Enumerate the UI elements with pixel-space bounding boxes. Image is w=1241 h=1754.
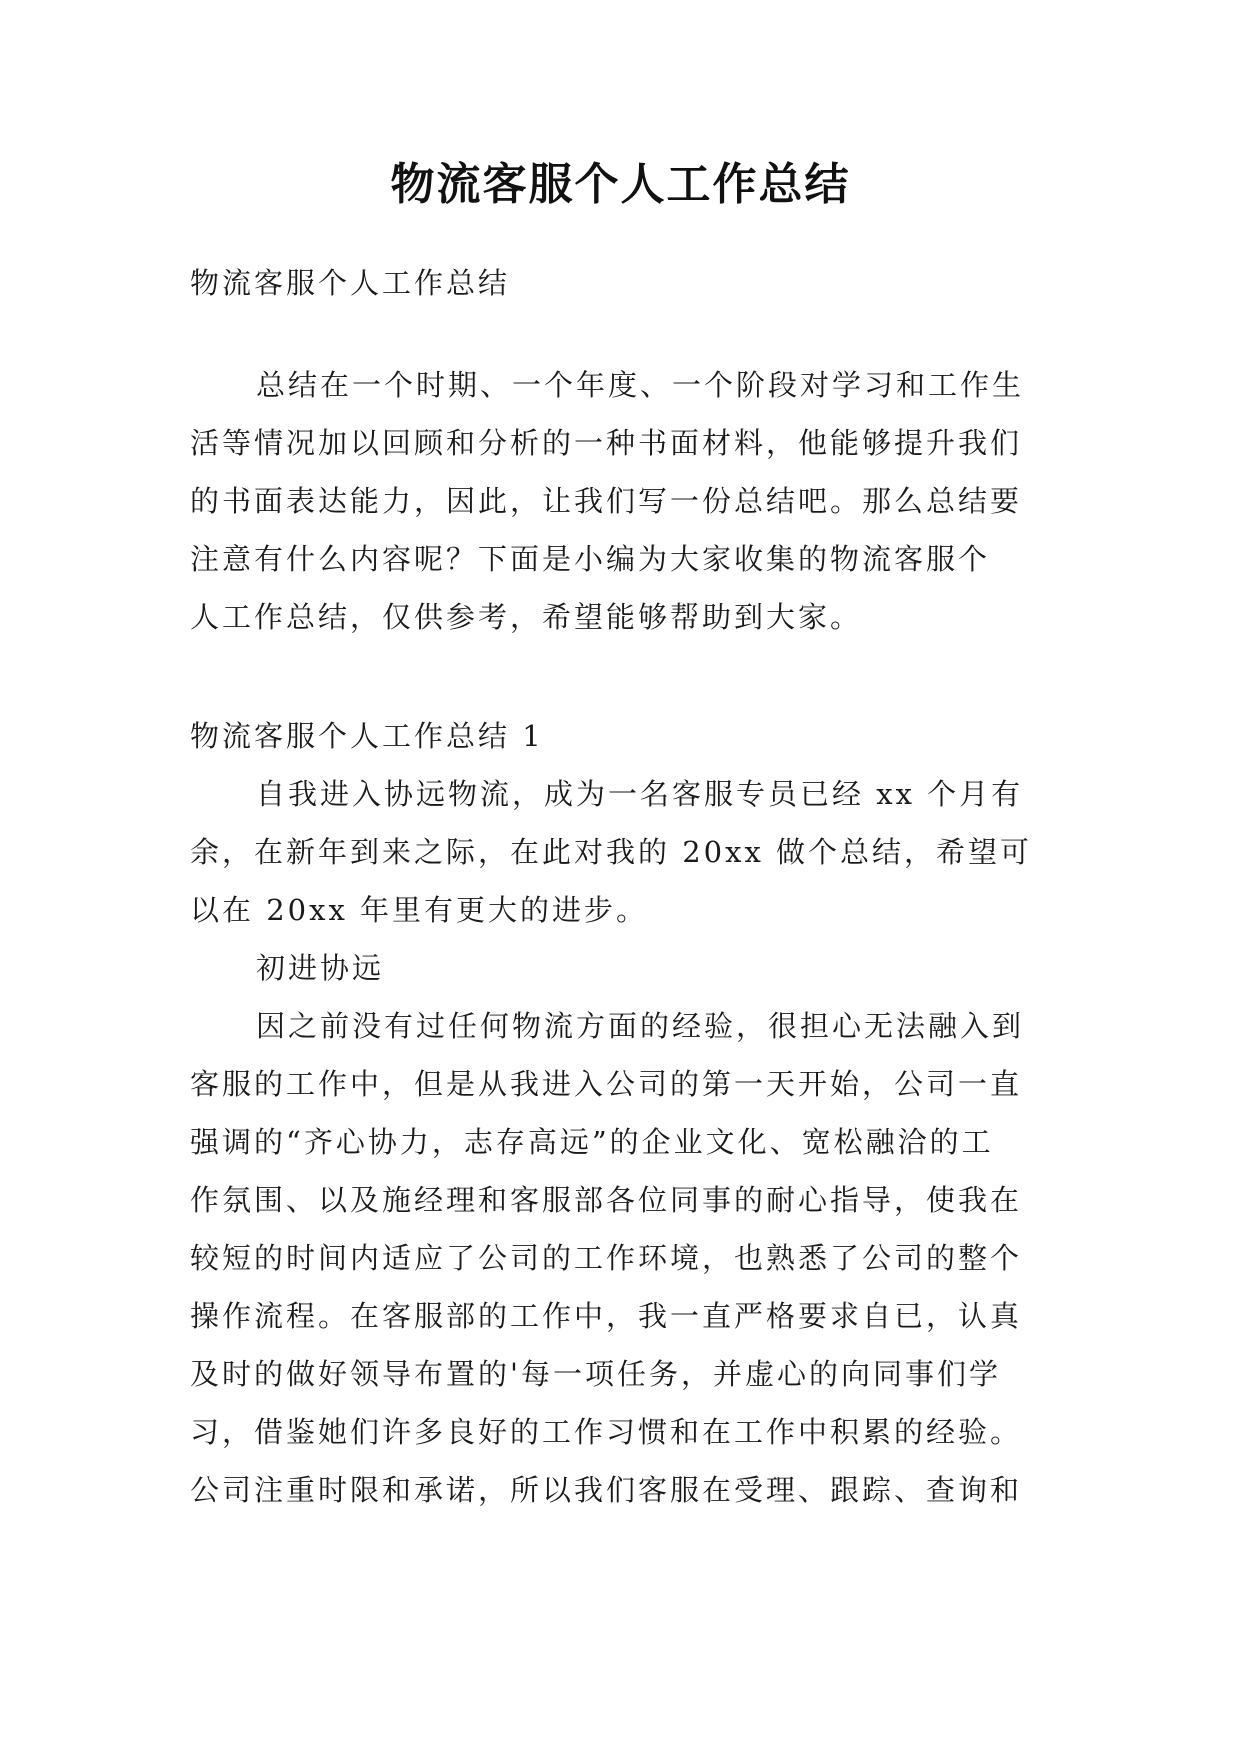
- paragraph-line: 人工作总结，仅供参考，希望能够帮助到大家。: [190, 600, 863, 634]
- subtitle-text: 物流客服个人工作总结: [190, 266, 511, 300]
- paragraph-line: 的书面表达能力，因此，让我们写一份总结吧。那么总结要: [190, 484, 1023, 518]
- subheading-text: 初进协远: [256, 951, 385, 985]
- paragraph-line: 注意有什么内容呢？下面是小编为大家收集的物流客服个: [190, 542, 991, 576]
- paragraph-line: 余，在新年到来之际，在此对我的 20xx 做个总结，希望可: [190, 835, 1033, 869]
- section-heading-text: 物流客服个人工作总结 1: [190, 719, 544, 753]
- paragraph-line: 作氛围、以及施经理和客服部各位同事的耐心指导，使我在: [190, 1183, 1023, 1217]
- paragraph-line: 较短的时间内适应了公司的工作环境，也熟悉了公司的整个: [190, 1241, 1023, 1275]
- subheading: [190, 939, 1060, 997]
- section-heading: [190, 707, 1060, 765]
- paragraph-line: 因之前没有过任何物流方面的经验，很担心无法融入到: [256, 1009, 1025, 1043]
- paragraph-line: 及时的做好领导布置的'每一项任务，并虚心的向同事们学: [190, 1357, 1001, 1391]
- paragraph-line: 自我进入协远物流，成为一名客服专员已经 xx 个月有: [256, 777, 1024, 811]
- paragraph-line: 操作流程。在客服部的工作中，我一直严格要求自已，认真: [190, 1299, 1023, 1333]
- intro-paragraph: [190, 356, 1060, 646]
- paragraph-line: 活等情况加以回顾和分析的一种书面材料，他能够提升我们: [190, 426, 1023, 460]
- paragraph-line: 强调的“齐心协力，志存高远”的企业文化、宽松融洽的工: [190, 1125, 994, 1159]
- section1-paragraph-2: [190, 997, 1060, 1519]
- paragraph-line: 客服的工作中，但是从我进入公司的第一天开始，公司一直: [190, 1067, 1023, 1101]
- document-title: 物流客服个人工作总结: [390, 159, 851, 210]
- paragraph-line: 总结在一个时期、一个年度、一个阶段对学习和工作生: [256, 368, 1025, 402]
- paragraph-line: 习，借鉴她们许多良好的工作习惯和在工作中积累的经验。: [190, 1415, 1023, 1449]
- document-subtitle: [190, 254, 1060, 312]
- paragraph-line: 公司注重时限和承诺，所以我们客服在受理、跟踪、查询和: [190, 1473, 1023, 1507]
- paragraph-line: 以在 20xx 年里有更大的进步。: [190, 893, 649, 927]
- section1-paragraph-1: [190, 765, 1060, 939]
